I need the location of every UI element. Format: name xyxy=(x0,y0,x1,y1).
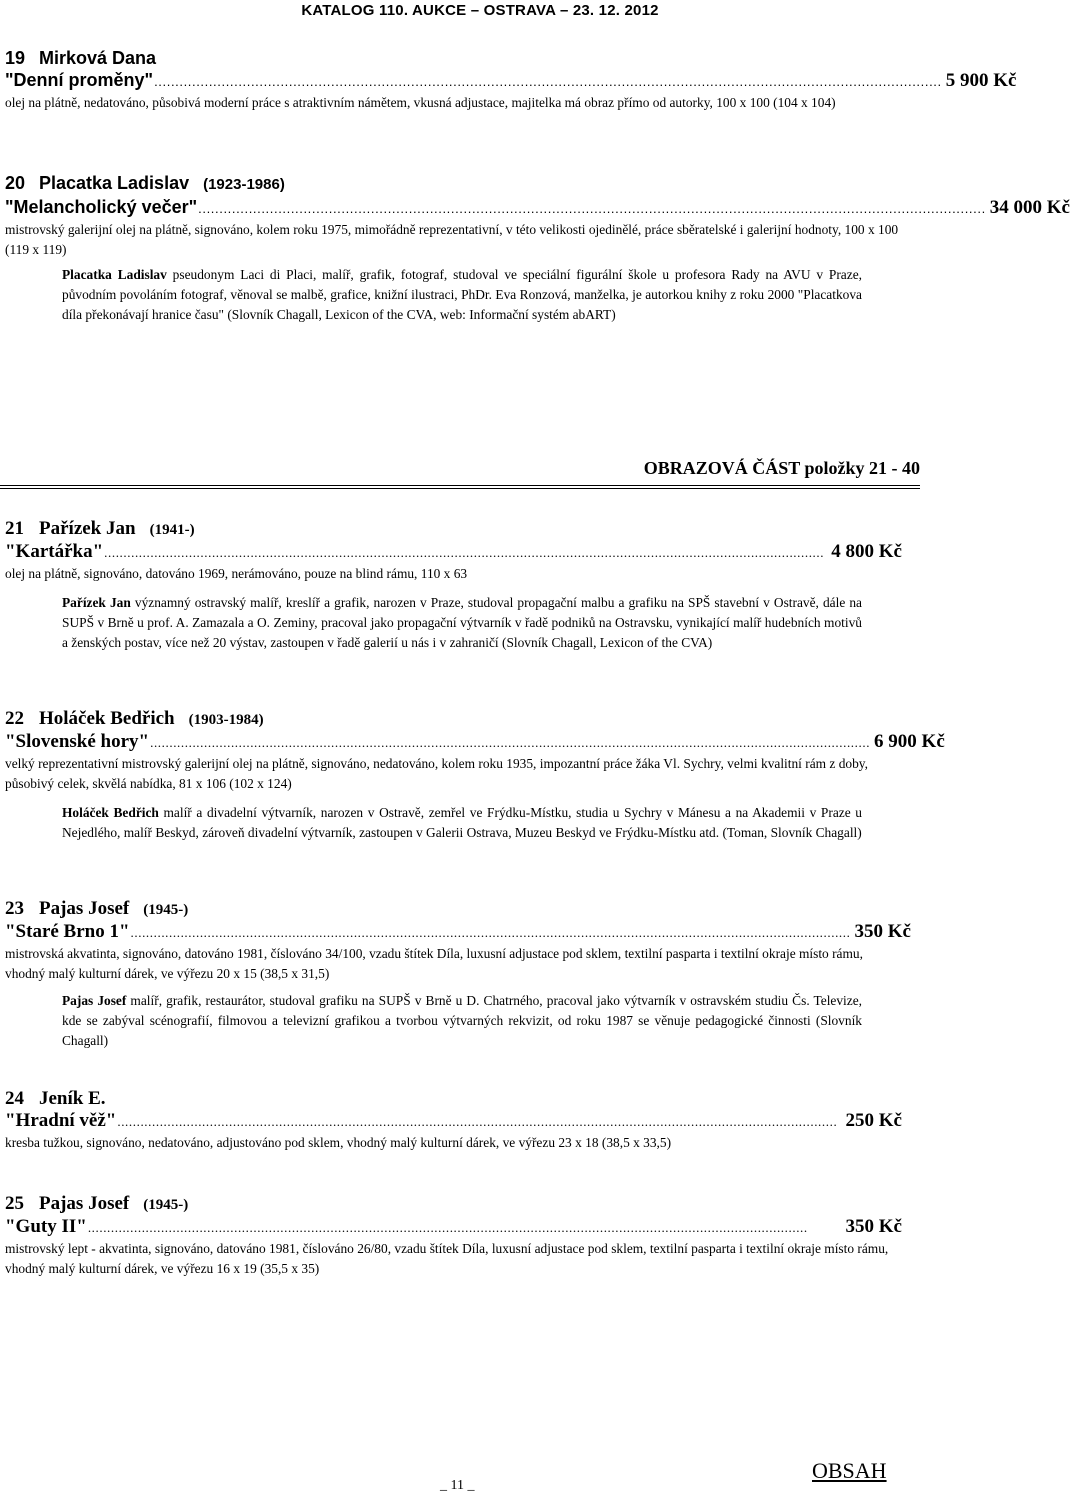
lot-title-line xyxy=(5,921,911,944)
lot-artist-line xyxy=(5,47,902,69)
lot-artist: Holáček Bedřich xyxy=(39,708,175,729)
lot-description: velký reprezentativní mistrovský galerijní olej na plátně, signováno, nedatováno, kolem roku 1935, impozantní práce žáka Vl. Sychry, velmi kvalitní rám z doby, působivý celek, skvělá nabídka, 81 x 106 (102 x 124) xyxy=(5,756,868,791)
lot-price: 350 Kč xyxy=(845,1216,902,1237)
lot-artist: Mirková Dana xyxy=(39,48,157,68)
lot-19 xyxy=(5,47,1017,113)
lot-dates: (1945-) xyxy=(143,1197,189,1213)
lot-description: mistrovský galerijní olej na plátně, signováno, kolem roku 1975, mimořádně reprezentativní, v této velikosti ojedinělé, práce sběratelské i galerijní hodnoty, 100 x 100 (119 x 119) xyxy=(5,222,899,257)
artist-bio xyxy=(62,803,862,843)
lot-artist: Pajas Josef xyxy=(39,898,130,919)
lot-title: "Staré Brno 1" xyxy=(5,921,130,942)
lot-number: 19 xyxy=(5,48,26,68)
lot-description: mistrovská akvatinta, signováno, datováno 1981, číslováno 34/100, vzadu štítek Díla, luxusní adjustace pod sklem, textilní pasparta i textilní okraje místo rámu, vhodný malý kulturní dárek, ve výřezu 20 x 15 (38,5 x 31,5) xyxy=(5,946,863,981)
lot-25 xyxy=(5,1193,902,1279)
lot-number: 23 xyxy=(5,898,24,919)
lot-price: 5 900 Kč xyxy=(945,70,1017,91)
lot-dates: (1923-1986) xyxy=(203,176,285,193)
lot-price: 4 800 Kč xyxy=(831,541,902,562)
lot-title-line xyxy=(5,731,945,754)
lot-description: mistrovský lept - akvatinta, signováno, datováno 1981, číslováno 26/80, vzadu štítek Díla, luxusní adjustace pod sklem, textilní pasparta i textilní okraje místo rámu, vhodný malý kulturní dárek, ve výřezu 16 x 19 (35,5 x 35) xyxy=(5,1241,889,1276)
dot-leader: ........................................................................................................................................................................................... xyxy=(154,74,942,89)
lot-price: 6 900 Kč xyxy=(874,731,945,752)
section-heading: OBRAZOVÁ ČÁST položky 21 - 40 xyxy=(643,458,920,478)
lot-artist-line xyxy=(5,172,902,196)
lot-title: "Melancholický večer" xyxy=(5,197,198,217)
lot-description: olej na plátně, nedatováno, působivá moderní práce s atraktivním námětem, vkusná adjustace, majitelka má obraz přímo od autorky, 100 x 100 (104 x 104) xyxy=(5,95,836,110)
lot-number: 21 xyxy=(5,518,24,539)
lot-price: 250 Kč xyxy=(845,1110,902,1131)
lot-price: 350 Kč xyxy=(854,921,911,942)
bio-text: pseudonym Laci di Placi, malíř, grafik, fotograf, studoval ve speciální figurální škole u profesora Rady na AVU v Praze, původním povoláním fotograf, věnoval se malbě, grafice, knižní ilustraci, PhDr. Eva Ronzová, manželka, je autorkou knihy z roku 2000 "Placatkova díla překonávají hranice času" (Slovník Chagall, Lexicon of the CVA, web: Informační systém abART) xyxy=(62,267,862,322)
lot-title: "Guty II" xyxy=(5,1216,87,1237)
artist-bio xyxy=(62,991,862,1051)
lot-artist: Pařízek Jan xyxy=(39,518,136,539)
lot-number: 20 xyxy=(5,173,26,193)
dot-leader: ........................................................................................................................................................................................... xyxy=(104,545,825,560)
lot-artist-line xyxy=(5,1193,902,1216)
bio-artist-name: Pajas Josef xyxy=(62,993,127,1008)
catalog-header: KATALOG 110. AUKCE – OSTRAVA – 23. 12. 2012 xyxy=(301,2,659,19)
lot-number: 22 xyxy=(5,708,24,729)
lot-title: "Denní proměny" xyxy=(5,70,154,90)
lot-price: 34 000 Kč xyxy=(989,197,1070,218)
dot-leader: ........................................................................................................................................................................................... xyxy=(117,1114,838,1129)
bio-artist-name: Holáček Bedřich xyxy=(62,805,159,820)
dot-leader: ........................................................................................................................................................................................... xyxy=(150,735,871,750)
lot-title-line xyxy=(5,69,1017,93)
lot-artist-line xyxy=(5,1088,902,1110)
lot-title: "Hradní věž" xyxy=(5,1110,117,1131)
bio-text: malíř, grafik, restaurátor, studoval grafiku na SUPŠ v Brně u D. Chatrného, pracoval jako výtvarník v ostravském studiu Čs. Televize, kde se zabýval scénografií, filmovou a televizní grafikou a tvorbou výtvarných rekvizit, od roku 1987 se věnuje pedagogické činnosti (Slovník Chagall) xyxy=(62,993,863,1048)
lot-artist-line xyxy=(5,708,902,731)
dot-leader: ........................................................................................................................................................................................... xyxy=(130,925,851,940)
lot-artist: Jeník E. xyxy=(39,1088,106,1109)
lot-24 xyxy=(5,1088,902,1153)
lot-title: "Slovenské hory" xyxy=(5,731,150,752)
dot-leader: ........................................................................................................................................................................................... xyxy=(87,1220,808,1235)
lot-21 xyxy=(5,518,902,584)
lot-number: 24 xyxy=(5,1088,24,1109)
lot-title-line xyxy=(5,196,1070,220)
lot-artist-line xyxy=(5,898,902,921)
dot-leader: ........................................................................................................................................................................................... xyxy=(198,201,986,216)
lot-dates: (1941-) xyxy=(149,522,195,538)
bio-text: významný ostravský malíř, kreslíř a grafik, narozen v Praze, studoval propagační malbu a grafiku na SPŠ stavební v Ostravě, dále na SUPŠ v Brně u prof. A. Zamazala a O. Zeminy, pracoval jako propagační výtvarník v řadě podniků na Ostravsku, vynikající malíř hudebních motivů a ženských postav, více než 20 výstav, zastoupen v řadě galerií u nás i v zahraničí (Slovník Chagall, Lexicon of the CVA) xyxy=(62,595,862,650)
lot-number: 25 xyxy=(5,1193,24,1214)
lot-artist: Placatka Ladislav xyxy=(39,173,190,193)
lot-dates: (1945-) xyxy=(143,902,189,918)
lot-description: olej na plátně, signováno, datováno 1969, nerámováno, pouze na blind rámu, 110 x 63 xyxy=(5,566,468,581)
lot-title-line xyxy=(5,1216,902,1239)
lot-23 xyxy=(5,898,911,984)
lot-dates: (1903-1984) xyxy=(188,712,264,728)
lot-artist: Pajas Josef xyxy=(39,1193,130,1214)
section-divider xyxy=(0,485,920,489)
lot-artist-line xyxy=(5,518,902,541)
lot-22 xyxy=(5,708,945,794)
artist-bio xyxy=(62,593,862,653)
lot-description: kresba tužkou, signováno, nedatováno, adjustováno pod sklem, vhodný malý kulturní dárek, ve výřezu 23 x 18 (38,5 x 33,5) xyxy=(5,1135,672,1150)
obsah-link[interactable]: OBSAH xyxy=(812,1458,887,1483)
lot-20 xyxy=(5,172,1070,260)
lot-title-line xyxy=(5,541,902,564)
artist-bio xyxy=(62,265,862,325)
lot-title-line xyxy=(5,1110,902,1133)
bio-text: malíř a divadelní výtvarník, narozen v Ostravě, zemřel ve Frýdku-Místku, studia u Sychry v Mánesu a na Akademii v Praze u Nejedlého, malíř Beskyd, zároveň divadelní výtvarník, zastoupen v Galerii Ostrava, Muzeu Beskyd ve Frýdku-Místku atd. (Toman, Slovník Chagall) xyxy=(62,805,862,840)
page-number: _ 11 _ xyxy=(440,1478,475,1493)
bio-artist-name: Placatka Ladislav xyxy=(62,267,167,282)
bio-artist-name: Pařízek Jan xyxy=(62,595,131,610)
lot-title: "Kartářka" xyxy=(5,541,104,562)
